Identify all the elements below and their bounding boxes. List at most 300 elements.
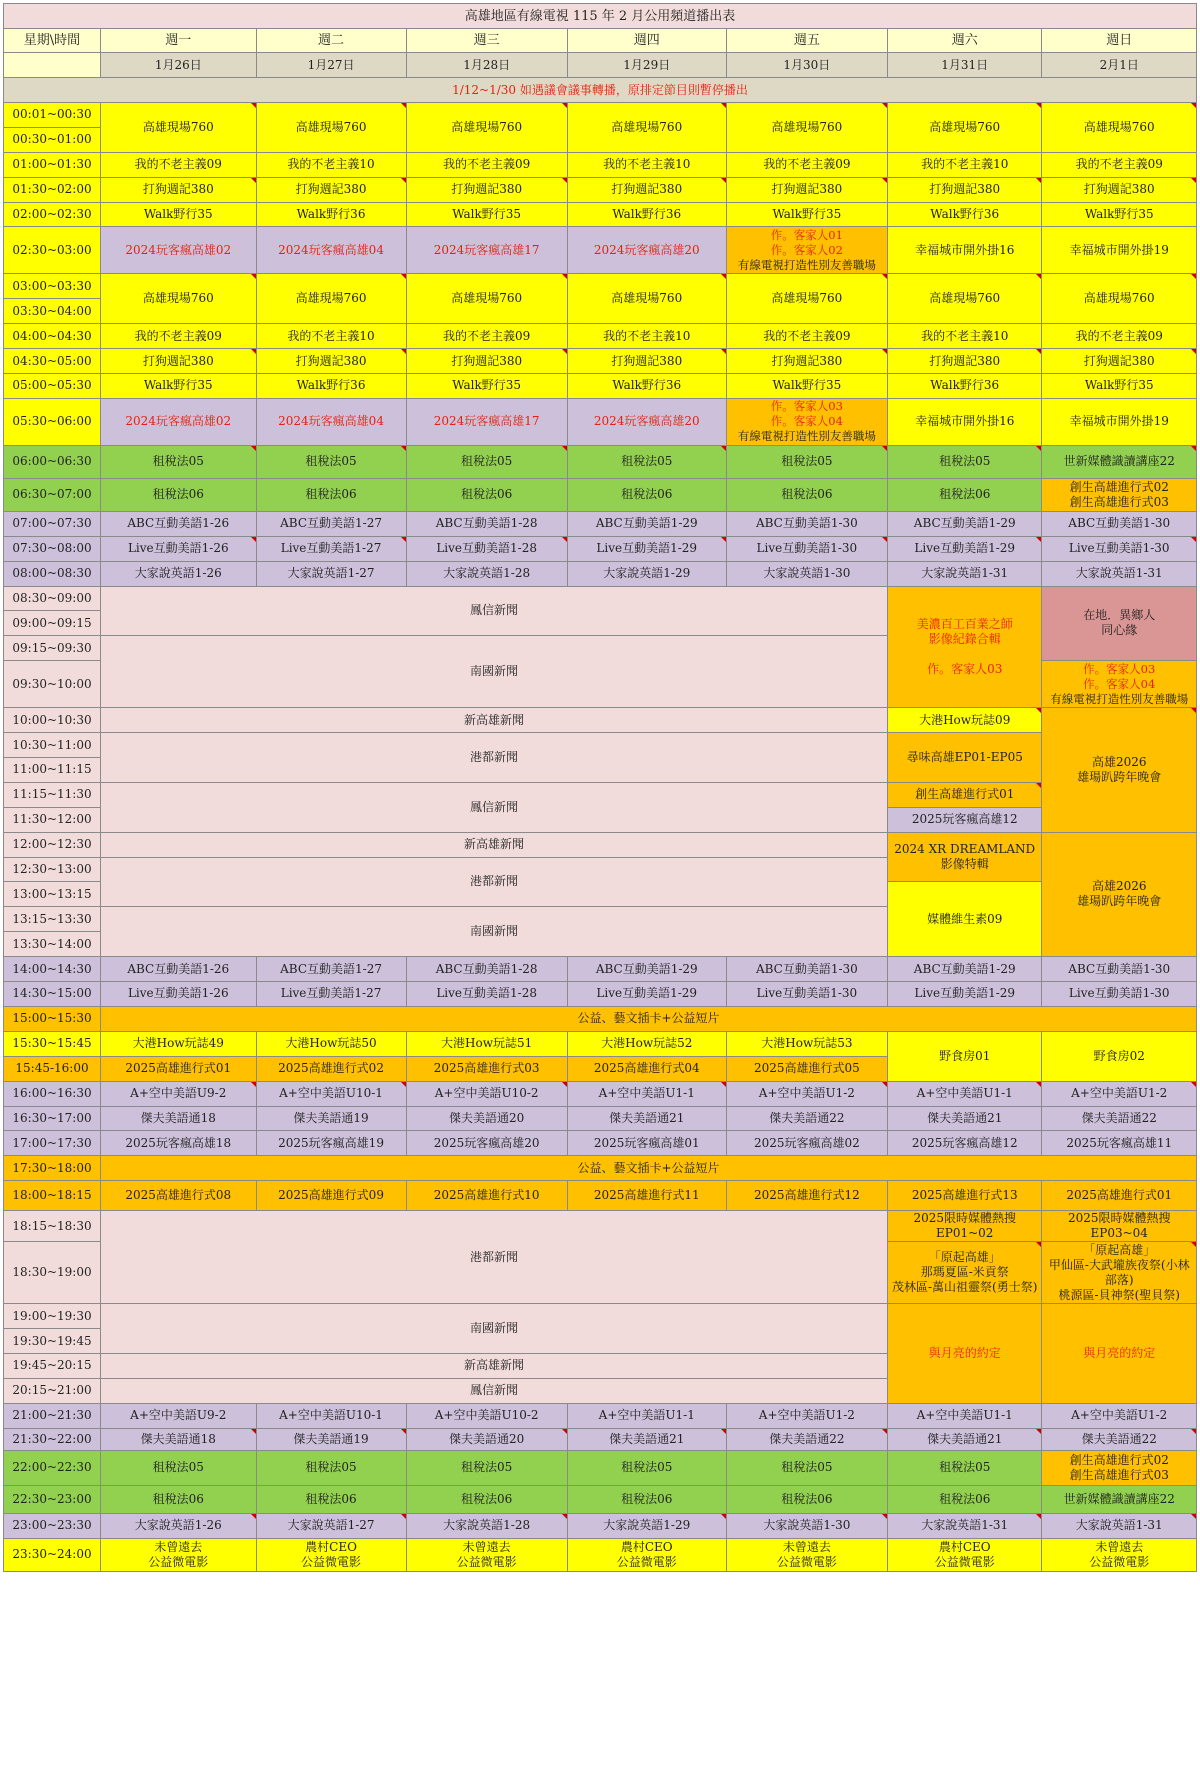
program-cell: Walk野行35: [100, 374, 256, 399]
program-cell: 打狗週記380: [256, 177, 406, 202]
program-cell: ABC互動美語1-30: [1042, 511, 1197, 536]
program-cell: Live互動美語1-26: [100, 536, 256, 561]
program-cell: 打狗週記380: [726, 349, 887, 374]
time-slot-label: 05:30~06:00: [4, 398, 101, 445]
program-cell: 與月亮的約定: [1042, 1304, 1197, 1404]
program-cell: ABC互動美語1-30: [726, 511, 887, 536]
program-cell: 高雄現場760: [406, 103, 567, 153]
program-cell: 2024玩客瘋高雄02: [100, 398, 256, 445]
program-cell: 租稅法05: [406, 1450, 567, 1485]
program-cell: A+空中美語U1-2: [1042, 1403, 1197, 1428]
date-header-row: [4, 53, 1197, 78]
program-cell: 租稅法06: [100, 1485, 256, 1513]
program-cell: 租稅法06: [887, 478, 1041, 511]
schedule-sheet: [3, 3, 1197, 1572]
time-slot-row: [4, 1156, 1197, 1181]
program-cell: Walk野行36: [567, 202, 726, 227]
program-cell: 打狗週記380: [887, 177, 1041, 202]
program-cell: 租稅法06: [406, 1485, 567, 1513]
time-slot-row: [4, 398, 1197, 445]
time-slot-label: 09:15~09:30: [4, 636, 101, 661]
program-cell-multi: [726, 398, 887, 445]
program-cell: 租稅法05: [887, 445, 1041, 478]
program-cell: 2024玩客瘋高雄17: [406, 398, 567, 445]
time-slot-label: 01:00~01:30: [4, 152, 101, 177]
program-cell: 我的不老主義10: [256, 152, 406, 177]
program-cell: 2025高雄進行式03: [406, 1056, 567, 1081]
program-cell: 打狗週記380: [1042, 349, 1197, 374]
program-cell: 我的不老主義10: [887, 152, 1041, 177]
program-cell: 打狗週記380: [726, 177, 887, 202]
time-slot-row: [4, 1211, 1197, 1242]
program-cell: 我的不老主義09: [726, 324, 887, 349]
program-cell: 大港How玩誌52: [567, 1031, 726, 1056]
program-cell: 租稅法05: [100, 445, 256, 478]
program-cell: 2025高雄進行式01: [100, 1056, 256, 1081]
time-slot-label: 00:30~01:00: [4, 127, 101, 152]
program-cell: 高雄現場760: [726, 274, 887, 324]
time-slot-row: [4, 1031, 1197, 1056]
program-cell: 未曾遠去 公益微電影: [406, 1538, 567, 1571]
program-cell: 2025限時媒體熱搜EP01~02: [887, 1211, 1041, 1242]
program-cell: 高雄現場760: [1042, 274, 1197, 324]
program-cell: Live互動美語1-29: [887, 536, 1041, 561]
program-cell: 大家說英語1-26: [100, 1513, 256, 1538]
program-cell: 幸福城市開外掛19: [1042, 227, 1197, 274]
program-cell: 2024玩客瘋高雄02: [100, 227, 256, 274]
program-cell: Live互動美語1-30: [1042, 536, 1197, 561]
time-slot-row: [4, 561, 1197, 586]
program-line: 作。客家人02: [770, 242, 843, 257]
program-cell: Live互動美語1-30: [726, 536, 887, 561]
time-slot-label: 10:00~10:30: [4, 708, 101, 733]
time-slot-row: [4, 1450, 1197, 1485]
program-cell: 我的不老主義09: [1042, 152, 1197, 177]
time-slot-label: 21:30~22:00: [4, 1428, 101, 1450]
time-slot-label: 04:30~05:00: [4, 349, 101, 374]
program-cell-multi: [726, 227, 887, 274]
notice-banner: 1/12~1/30 如遇議會議事轉播，原排定節目則暫停播出: [4, 78, 1197, 103]
program-cell: 傑夫美語通22: [726, 1428, 887, 1450]
program-cell: 2024玩客瘋高雄17: [406, 227, 567, 274]
time-slot-label: 18:30~19:00: [4, 1242, 101, 1304]
program-cell: 傑夫美語通20: [406, 1428, 567, 1450]
program-cell: 租稅法05: [567, 445, 726, 478]
program-line: 作。客家人04: [1083, 676, 1156, 691]
program-cell: 南國新聞: [100, 636, 887, 708]
time-slot-row: [4, 982, 1197, 1007]
program-cell: 鳳信新聞: [100, 1378, 887, 1403]
program-cell: 打狗週記380: [406, 349, 567, 374]
time-column-header: 星期\時間: [4, 29, 101, 53]
program-cell: 南國新聞: [100, 1304, 887, 1354]
program-cell: 租稅法06: [406, 478, 567, 511]
time-slot-label: 07:00~07:30: [4, 511, 101, 536]
program-cell: 大港How玩誌51: [406, 1031, 567, 1056]
time-slot-label: 11:15~11:30: [4, 782, 101, 807]
program-cell: Live互動美語1-28: [406, 982, 567, 1007]
weekday-header: 週五: [726, 29, 887, 53]
date-header: 2月1日: [1042, 53, 1197, 78]
time-slot-row: [4, 1304, 1197, 1329]
program-cell: 打狗週記380: [100, 349, 256, 374]
program-cell: 2025高雄進行式11: [567, 1181, 726, 1211]
program-cell: 我的不老主義09: [1042, 324, 1197, 349]
program-cell: 我的不老主義09: [100, 152, 256, 177]
program-cell: 2024玩客瘋高雄04: [256, 227, 406, 274]
time-slot-label: 18:00~18:15: [4, 1181, 101, 1211]
program-cell: 大港How玩誌09: [887, 708, 1041, 733]
program-cell: ABC互動美語1-27: [256, 511, 406, 536]
program-cell: 傑夫美語通19: [256, 1428, 406, 1450]
program-cell: 租稅法05: [256, 445, 406, 478]
program-cell: 大家說英語1-30: [726, 561, 887, 586]
program-line: 有線電視打造性別友善職場: [1050, 691, 1189, 706]
program-cell: 美濃百工百業之師 影像紀錄合輯 作。客家人03: [887, 586, 1041, 708]
program-cell: 2025高雄進行式09: [256, 1181, 406, 1211]
program-cell: Walk野行35: [406, 202, 567, 227]
program-cell: 高雄現場760: [256, 274, 406, 324]
program-cell: 大家說英語1-31: [887, 561, 1041, 586]
program-cell: 未曾遠去 公益微電影: [726, 1538, 887, 1571]
time-slot-row: [4, 832, 1197, 857]
program-cell: 2025玩客瘋高雄19: [256, 1131, 406, 1156]
program-cell: ABC互動美語1-27: [256, 957, 406, 982]
program-cell: A+空中美語U10-2: [406, 1403, 567, 1428]
time-slot-label: 12:00~12:30: [4, 832, 101, 857]
time-slot-label: 18:15~18:30: [4, 1211, 101, 1242]
time-slot-row: [4, 708, 1197, 733]
program-cell: 租稅法06: [887, 1485, 1041, 1513]
program-cell: 傑夫美語通22: [726, 1106, 887, 1131]
time-slot-label: 16:30~17:00: [4, 1106, 101, 1131]
time-slot-label: 15:45-16:00: [4, 1056, 101, 1081]
program-cell: 傑夫美語通18: [100, 1106, 256, 1131]
program-cell: 租稅法05: [726, 1450, 887, 1485]
program-cell: 港都新聞: [100, 733, 887, 783]
program-cell: A+空中美語U10-1: [256, 1081, 406, 1106]
program-cell: 大港How玩誌50: [256, 1031, 406, 1056]
time-slot-label: 19:30~19:45: [4, 1329, 101, 1354]
program-cell: 2025高雄進行式05: [726, 1056, 887, 1081]
program-cell: A+空中美語U1-2: [726, 1403, 887, 1428]
weekday-header: 週六: [887, 29, 1041, 53]
program-cell: 高雄現場760: [887, 103, 1041, 153]
program-cell: 尋味高雄EP01-EP05: [887, 733, 1041, 783]
program-cell: 南國新聞: [100, 907, 887, 957]
program-cell: 租稅法05: [567, 1450, 726, 1485]
time-slot-label: 06:00~06:30: [4, 445, 101, 478]
program-cell: 租稅法05: [256, 1450, 406, 1485]
time-slot-row: [4, 202, 1197, 227]
time-slot-label: 03:00~03:30: [4, 274, 101, 299]
time-slot-row: [4, 1181, 1197, 1211]
program-cell: Walk野行35: [726, 374, 887, 399]
program-cell: 高雄現場760: [726, 103, 887, 153]
program-cell: 高雄現場760: [406, 274, 567, 324]
schedule-body: [4, 4, 1197, 1572]
program-cell: 港都新聞: [100, 857, 887, 907]
program-cell: 高雄現場760: [100, 103, 256, 153]
program-cell: A+空中美語U1-1: [887, 1081, 1041, 1106]
time-slot-label: 06:30~07:00: [4, 478, 101, 511]
program-cell: 港都新聞: [100, 1211, 887, 1304]
program-cell: 公益、藝文插卡+公益短片: [100, 1006, 1196, 1031]
program-cell: 租稅法05: [406, 445, 567, 478]
program-line: 有線電視打造性別友善職場: [737, 429, 876, 444]
time-slot-row: [4, 536, 1197, 561]
program-cell: 我的不老主義09: [406, 152, 567, 177]
program-cell: 打狗週記380: [1042, 177, 1197, 202]
program-cell: 大港How玩誌53: [726, 1031, 887, 1056]
program-cell: ABC互動美語1-30: [726, 957, 887, 982]
program-cell: Live互動美語1-27: [256, 536, 406, 561]
program-cell: 2025高雄進行式10: [406, 1181, 567, 1211]
program-cell: A+空中美語U1-2: [1042, 1081, 1197, 1106]
program-cell: ABC互動美語1-28: [406, 957, 567, 982]
program-cell: 傑夫美語通21: [567, 1106, 726, 1131]
program-cell: 打狗週記380: [256, 349, 406, 374]
program-cell: A+空中美語U10-2: [406, 1081, 567, 1106]
page-title: 高雄地區有線電視 115 年 2 月公用頻道播出表: [4, 4, 1197, 29]
program-cell: 2025玩客瘋高雄01: [567, 1131, 726, 1156]
program-cell: 鳳信新聞: [100, 782, 887, 832]
program-cell: ABC互動美語1-29: [567, 511, 726, 536]
time-slot-label: 08:30~09:00: [4, 586, 101, 611]
program-cell: 我的不老主義10: [567, 324, 726, 349]
program-cell: Walk野行35: [100, 202, 256, 227]
program-cell: 在地．異鄉人 同心緣: [1042, 586, 1197, 661]
time-slot-row: [4, 511, 1197, 536]
weekday-header: 週日: [1042, 29, 1197, 53]
time-slot-row: [4, 1006, 1197, 1031]
program-cell: 大家說英語1-28: [406, 1513, 567, 1538]
program-cell: 租稅法06: [256, 478, 406, 511]
program-cell: 世新媒體識讀講座22: [1042, 445, 1197, 478]
program-cell: 傑夫美語通21: [887, 1428, 1041, 1450]
date-header: 1月27日: [256, 53, 406, 78]
program-cell: 大家說英語1-29: [567, 1513, 726, 1538]
program-cell: Live互動美語1-29: [567, 982, 726, 1007]
program-cell: 大家說英語1-27: [256, 1513, 406, 1538]
program-cell: 打狗週記380: [100, 177, 256, 202]
program-cell: 創生高雄進行式02 創生高雄進行式03: [1042, 478, 1197, 511]
program-cell: 大家說英語1-27: [256, 561, 406, 586]
program-cell: 高雄2026 雄瑒趴跨年晚會: [1042, 708, 1197, 832]
blank-header-cell: [4, 53, 101, 78]
notice-row: [4, 78, 1197, 103]
time-slot-row: [4, 1403, 1197, 1428]
date-header: 1月28日: [406, 53, 567, 78]
program-cell: 創生高雄進行式01: [887, 782, 1041, 807]
program-cell: Walk野行36: [887, 202, 1041, 227]
time-slot-label: 11:30~12:00: [4, 807, 101, 832]
program-cell: 傑夫美語通20: [406, 1106, 567, 1131]
program-cell: 幸福城市開外掛16: [887, 227, 1041, 274]
program-cell: 創生高雄進行式02 創生高雄進行式03: [1042, 1450, 1197, 1485]
time-slot-label: 17:30~18:00: [4, 1156, 101, 1181]
time-slot-label: 09:30~10:00: [4, 661, 101, 708]
program-line: 有線電視打造性別友善職場: [737, 257, 876, 272]
program-cell: 傑夫美語通22: [1042, 1106, 1197, 1131]
program-cell: A+空中美語U1-2: [726, 1081, 887, 1106]
time-slot-label: 02:00~02:30: [4, 202, 101, 227]
date-header: 1月26日: [100, 53, 256, 78]
program-cell: 傑夫美語通22: [1042, 1428, 1197, 1450]
program-cell: 租稅法06: [100, 478, 256, 511]
program-cell: 2025玩客瘋高雄20: [406, 1131, 567, 1156]
time-slot-label: 13:30~14:00: [4, 932, 101, 957]
time-slot-label: 21:00~21:30: [4, 1403, 101, 1428]
program-cell: Live互動美語1-29: [567, 536, 726, 561]
program-cell: 新高雄新聞: [100, 1353, 887, 1378]
time-slot-row: [4, 445, 1197, 478]
program-cell: 租稅法06: [567, 478, 726, 511]
program-cell: 「原起高雄」 那瑪夏區-米貢祭 茂林區-萬山祖靈祭(勇士祭): [887, 1242, 1041, 1304]
time-slot-label: 14:00~14:30: [4, 957, 101, 982]
program-cell: 打狗週記380: [406, 177, 567, 202]
program-cell: 高雄現場760: [567, 274, 726, 324]
time-slot-label: 03:30~04:00: [4, 299, 101, 324]
date-header: 1月31日: [887, 53, 1041, 78]
time-slot-label: 13:15~13:30: [4, 907, 101, 932]
time-slot-label: 08:00~08:30: [4, 561, 101, 586]
program-cell: Live互動美語1-29: [887, 982, 1041, 1007]
program-cell: 2025高雄進行式12: [726, 1181, 887, 1211]
time-slot-row: [4, 782, 1197, 807]
program-cell: Walk野行35: [406, 374, 567, 399]
program-cell: 我的不老主義09: [406, 324, 567, 349]
program-cell: ABC互動美語1-26: [100, 957, 256, 982]
program-cell: 與月亮的約定: [887, 1304, 1041, 1404]
program-cell: Live互動美語1-26: [100, 982, 256, 1007]
time-slot-label: 19:00~19:30: [4, 1304, 101, 1329]
program-cell: Walk野行36: [256, 202, 406, 227]
time-slot-row: [4, 274, 1197, 299]
schedule-table: [3, 3, 1197, 1572]
program-cell: 2025高雄進行式08: [100, 1181, 256, 1211]
program-cell: 大家說英語1-28: [406, 561, 567, 586]
program-cell: Walk野行35: [726, 202, 887, 227]
time-slot-label: 15:00~15:30: [4, 1006, 101, 1031]
program-cell: A+空中美語U10-1: [256, 1403, 406, 1428]
program-cell: 媒體維生素09: [887, 882, 1041, 957]
program-cell: 高雄現場760: [567, 103, 726, 153]
program-cell: 我的不老主義10: [256, 324, 406, 349]
program-cell: ABC互動美語1-28: [406, 511, 567, 536]
time-slot-row: [4, 1081, 1197, 1106]
program-cell: 2025玩客瘋高雄11: [1042, 1131, 1197, 1156]
time-slot-label: 14:30~15:00: [4, 982, 101, 1007]
program-cell: Walk野行36: [256, 374, 406, 399]
program-cell: 2025限時媒體熱搜EP03~04: [1042, 1211, 1197, 1242]
program-cell: 高雄現場760: [1042, 103, 1197, 153]
time-slot-row: [4, 1131, 1197, 1156]
time-slot-label: 02:30~03:00: [4, 227, 101, 274]
program-cell: ABC互動美語1-29: [887, 511, 1041, 536]
program-cell: 租稅法06: [567, 1485, 726, 1513]
program-cell: 2025玩客瘋高雄12: [887, 1131, 1041, 1156]
time-slot-row: [4, 177, 1197, 202]
time-slot-row: [4, 374, 1197, 399]
time-slot-label: 13:00~13:15: [4, 882, 101, 907]
program-cell: 大家說英語1-31: [887, 1513, 1041, 1538]
program-cell: 我的不老主義09: [100, 324, 256, 349]
time-slot-label: 11:00~11:15: [4, 758, 101, 783]
time-slot-label: 23:30~24:00: [4, 1538, 101, 1571]
program-cell: Walk野行36: [567, 374, 726, 399]
program-cell: 租稅法05: [887, 1450, 1041, 1485]
program-cell: 租稅法06: [726, 478, 887, 511]
program-cell: Walk野行35: [1042, 202, 1197, 227]
program-cell: 高雄現場760: [887, 274, 1041, 324]
program-cell: 2025玩客瘋高雄12: [887, 807, 1041, 832]
program-cell: 大家說英語1-26: [100, 561, 256, 586]
program-cell: 租稅法05: [100, 1450, 256, 1485]
program-cell: ABC互動美語1-29: [887, 957, 1041, 982]
time-slot-row: [4, 324, 1197, 349]
time-slot-label: 04:00~04:30: [4, 324, 101, 349]
time-slot-label: 15:30~15:45: [4, 1031, 101, 1056]
time-slot-row: [4, 1428, 1197, 1450]
program-cell: 高雄現場760: [256, 103, 406, 153]
program-cell: A+空中美語U9-2: [100, 1403, 256, 1428]
program-cell: Live互動美語1-30: [1042, 982, 1197, 1007]
program-cell: 農村CEO 公益微電影: [567, 1538, 726, 1571]
program-cell: 2025玩客瘋高雄02: [726, 1131, 887, 1156]
program-cell: 傑夫美語通21: [887, 1106, 1041, 1131]
program-cell: 打狗週記380: [887, 349, 1041, 374]
program-cell: 公益、藝文插卡+公益短片: [100, 1156, 1196, 1181]
program-cell: 新高雄新聞: [100, 708, 887, 733]
program-cell: 高雄現場760: [100, 274, 256, 324]
time-slot-row: [4, 1538, 1197, 1571]
program-cell: ABC互動美語1-26: [100, 511, 256, 536]
program-cell: A+空中美語U1-1: [567, 1403, 726, 1428]
program-cell: Live互動美語1-27: [256, 982, 406, 1007]
program-cell: A+空中美語U1-1: [887, 1403, 1041, 1428]
program-cell: 野食房01: [887, 1031, 1041, 1081]
program-cell: Walk野行36: [887, 374, 1041, 399]
program-cell: 高雄2026 雄瑒趴跨年晚會: [1042, 832, 1197, 956]
program-cell: 我的不老主義09: [726, 152, 887, 177]
program-cell: Live互動美語1-30: [726, 982, 887, 1007]
time-slot-label: 00:01~00:30: [4, 103, 101, 128]
time-slot-label: 17:00~17:30: [4, 1131, 101, 1156]
program-cell-multi: [1042, 661, 1197, 708]
time-slot-label: 05:00~05:30: [4, 374, 101, 399]
program-cell: 大港How玩誌49: [100, 1031, 256, 1056]
program-cell: 傑夫美語通18: [100, 1428, 256, 1450]
time-slot-row: [4, 1106, 1197, 1131]
program-cell: 2024 XR DREAMLAND 影像特輯: [887, 832, 1041, 882]
program-cell: 傑夫美語通19: [256, 1106, 406, 1131]
program-cell: 租稅法06: [256, 1485, 406, 1513]
time-slot-row: [4, 152, 1197, 177]
program-cell: 未曾遠去 公益微電影: [1042, 1538, 1197, 1571]
program-cell: 大家說英語1-29: [567, 561, 726, 586]
time-slot-label: 19:45~20:15: [4, 1353, 101, 1378]
program-cell: 我的不老主義10: [567, 152, 726, 177]
program-line: 作。客家人03: [1083, 661, 1156, 676]
program-cell: A+空中美語U9-2: [100, 1081, 256, 1106]
time-slot-label: 20:15~21:00: [4, 1378, 101, 1403]
time-slot-row: [4, 957, 1197, 982]
time-slot-label: 10:30~11:00: [4, 733, 101, 758]
program-cell: Live互動美語1-28: [406, 536, 567, 561]
weekday-header-row: [4, 29, 1197, 53]
time-slot-row: [4, 103, 1197, 128]
